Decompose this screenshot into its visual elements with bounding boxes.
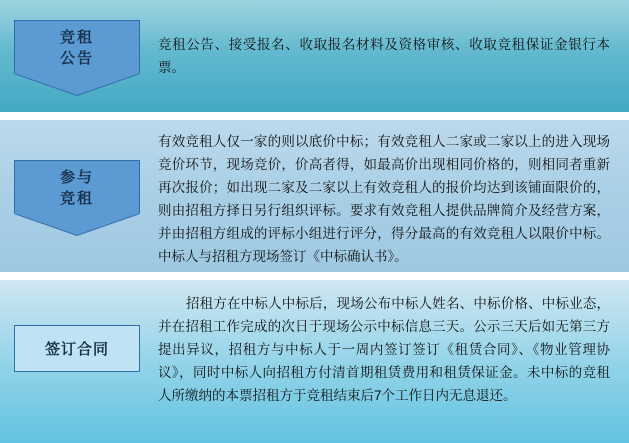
stage-3-description: 招租方在中标人中标后，现场公布中标人姓名、中标价格、中标业态，并在招租工作完成的次日于现场公示中标信息三天。公示三天后如无第三方提出异议，招租方与中标人于一周内签订签订《租赁合同》、《物业管理协议》，同时中标人向招租方付清首期租赁费用和租赁保证金。未中标的竞租人所缴纳的本票招租方于竞租结束后7个工作日内无息退还。: [158, 296, 610, 403]
down-arrow-icon: [14, 160, 140, 236]
stage-1-description: 竞租公告、接受报名、收取报名材料及资格审核、收取竞租保证金银行本票。: [158, 37, 610, 75]
arrow-head-icon: [14, 213, 140, 235]
stage-2-label-line2: 竞租: [59, 190, 94, 207]
stage-1-arrow-shape: [14, 20, 140, 96]
stage-2-label-line1: 参与: [59, 169, 94, 186]
stage-2-arrow-shape: [14, 160, 140, 236]
stage-3-label: 签订合同: [14, 325, 140, 372]
down-arrow-icon: [14, 20, 140, 96]
band-divider-1: [0, 112, 629, 120]
stage-2-description: 有效竞租人仅一家的则以底价中标；有效竞租人二家或二家以上的进入现场竞价环节，现场竞价，价高者得，如最高价出现相同价格的，则相同者重新再次报价；如出现二家及二家以上有效竞租人的报价均达到该铺面限价的，则由招租方择日另行组织评标。要求有效竞租人提供品牌简介及经营方案，并由招租方组成的评标小组进行评分，得分最高的有效竞租人以限价中标。中标人与招租方现场签订《中标确认书》。: [158, 134, 610, 264]
stage-1-label-line1: 竞租: [59, 29, 94, 46]
band-divider-2: [0, 272, 629, 280]
arrow-head-icon: [14, 73, 140, 95]
stage-1-label-line2: 公告: [59, 50, 94, 67]
stage-2-label: [14, 160, 140, 214]
stage-1-label: [14, 20, 140, 74]
